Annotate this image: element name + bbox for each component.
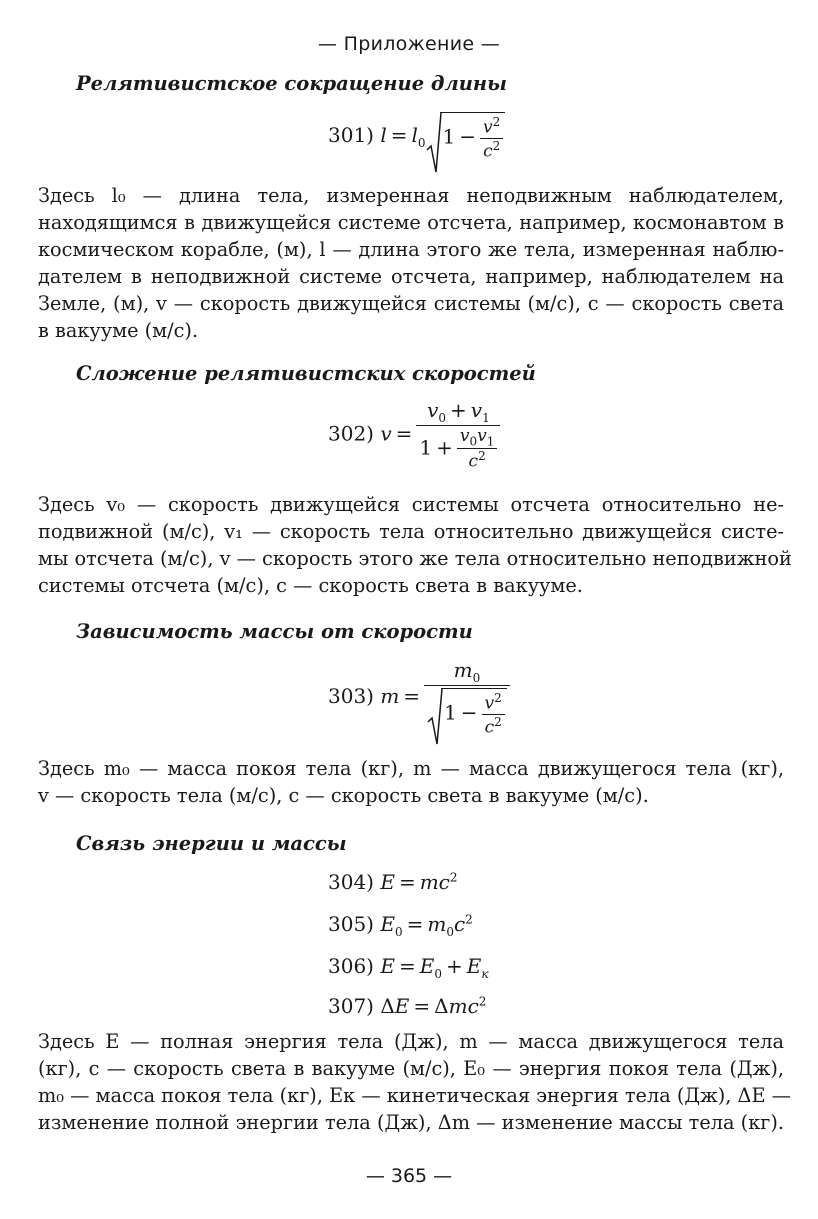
- description-302: [38, 491, 792, 599]
- formula-303: 303) m = $m_0$ 1 − $\frac{v^2}{c^2}$: [328, 658, 510, 737]
- page-number: — 365 —: [365, 1165, 453, 1187]
- formula-number: 307): [328, 994, 374, 1018]
- text-line: Здесь v₀ — скорость движущейся системы отсчета относительно не-: [38, 493, 784, 516]
- formula-number: 304): [328, 870, 374, 894]
- formula-number: 305): [328, 912, 374, 936]
- text-line: изменение полной энергии тела (Дж), Δm — изменение массы тела (кг).: [38, 1111, 784, 1134]
- text-line: системы отсчета (м/с), c — скорость света в вакууме.: [38, 574, 583, 597]
- text-line: (кг), c — скорость света в вакууме (м/с), E₀ — энергия покоя тела (Дж),: [38, 1057, 784, 1080]
- description-301: [38, 182, 784, 344]
- formula-301: 301) $l = l_0$ 1 − $\frac{v^2}{c^2}$: [328, 112, 505, 161]
- text-line: находящимся в движущейся системе отсчета, например, космонавтом в: [38, 211, 784, 234]
- section-heading-energy-mass: Связь энергии и массы: [76, 832, 347, 855]
- text-line: Здесь m₀ — масса покоя тела (кг), m — масса движущегося тела (кг),: [38, 757, 784, 780]
- sqrt-symbol: 1 − $\frac{v^2}{c^2}$: [427, 688, 507, 737]
- text-line: v — скорость тела (м/с), c — скорость света в вакууме (м/с).: [38, 784, 649, 807]
- formula-number: 306): [328, 954, 374, 978]
- description-303: [38, 755, 784, 809]
- text-line: дателем в неподвижной системе отсчета, например, наблюдателем на: [38, 265, 784, 288]
- formula-number: 303): [328, 684, 374, 709]
- description-304-307: [38, 1028, 791, 1136]
- text-line: m₀ — масса покоя тела (кг), Eк — кинетическая энергия тела (Дж), ΔE —: [38, 1084, 791, 1107]
- text-line: Земле, (м), v — скорость движущейся системы (м/с), c — скорость света: [38, 292, 784, 315]
- formula-304: 304) $E = mc^2$: [328, 870, 458, 894]
- running-header: — Приложение —: [317, 33, 500, 55]
- formula-number: 301): [328, 123, 374, 148]
- sqrt-symbol: 1 − $\frac{v^2}{c^2}$: [426, 112, 506, 161]
- formula-number: 302): [328, 421, 374, 446]
- text-line: в вакууме (м/с).: [38, 319, 199, 342]
- section-heading-mass-velocity: Зависимость массы от скорости: [76, 620, 473, 643]
- section-heading-length-contraction: Релятивистское сокращение длины: [76, 72, 507, 95]
- formula-307: 307) ΔE = Δmc$^2$: [328, 994, 487, 1018]
- formula-302: 302) v = $v_0 + v_1$ 1 + $\frac{v_0v_1}{c^2}$: [328, 398, 500, 472]
- text-line: мы отсчета (м/с), v — скорость этого же тела относительно неподвижной: [38, 547, 792, 570]
- formula-305: 305) $E_0 = m_0c^2$: [328, 912, 473, 939]
- text-line: Здесь l₀ — длина тела, измеренная неподвижным наблюдателем,: [38, 184, 784, 207]
- formula-306: 306) $E = E_0 + E_к$: [328, 954, 489, 981]
- text-line: Здесь E — полная энергия тела (Дж), m — масса движущегося тела: [38, 1030, 784, 1053]
- text-line: космическом корабле, (м), l — длина этого же тела, измеренная наблю-: [38, 238, 784, 261]
- text-line: подвижной (м/с), v₁ — скорость тела относительно движущейся систе-: [38, 520, 784, 543]
- section-heading-velocity-addition: Сложение релятивистских скоростей: [76, 362, 536, 385]
